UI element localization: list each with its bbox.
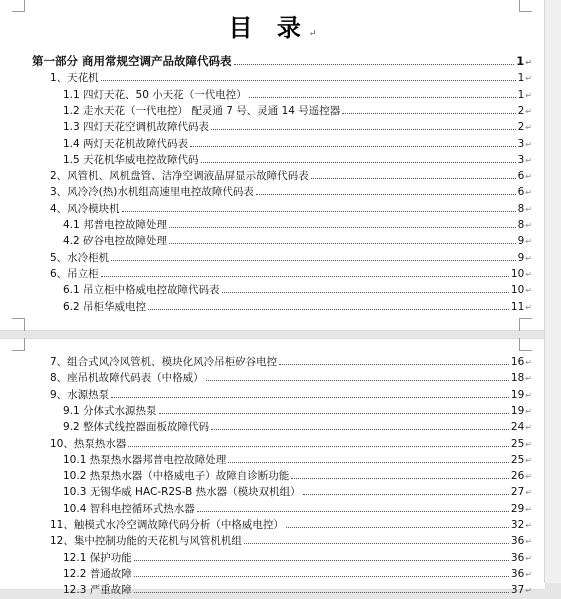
toc-leader-dots [256,183,516,195]
toc-leader-dots [228,451,509,463]
toc-entry[interactable] [50,200,532,216]
vertical-scrollbar[interactable] [544,0,561,583]
toc-entry-label: 1.3 四灯天花空调机故障代码表 [63,121,210,134]
paragraph-mark-icon: ↵ [525,586,532,596]
toc-entry-label: 1.4 两灯天花机故障代码表 [63,137,189,150]
paragraph-mark-icon: ↵ [525,455,532,465]
paragraph-mark-icon: ↵ [525,269,532,279]
toc-leader-dots [222,281,509,293]
toc-leader-dots [111,386,509,398]
toc-entry-label: 9.1 分体式水源热泵 [63,404,157,417]
toc-page-number: 19 [510,388,525,401]
toc-entry[interactable] [50,435,532,451]
toc-page-number: 36 [510,567,525,580]
toc-leader-dots [197,500,509,512]
toc-entry-label: 5、水冷柜机 [50,251,110,264]
toc-entry-label: 6、吊立柜 [50,267,99,280]
paragraph-mark-icon: ↵ [525,188,532,198]
toc-entry-label: 9.2 整体式线控器面板故障代码 [63,421,210,434]
toc-page-number: 10 [510,267,525,280]
toc-entry[interactable] [63,418,532,434]
toc-entry[interactable] [50,532,532,548]
toc-entry-label: 10.3 无锡华威 HAC-R2S-B 热水器（模块双机组） [63,486,301,499]
toc-entry[interactable] [63,102,532,118]
toc-leader-dots [101,265,509,277]
toc-entry-label: 4、风冷模块机 [50,202,120,215]
paragraph-mark-icon: ↵ [525,221,532,230]
toc-page-number: 26 [510,470,525,483]
toc-entry[interactable] [63,298,532,314]
toc-leader-dots [291,467,509,479]
toc-entry-label: 3、风冷冷(热)水机组高速里电控故障代码表 [50,186,254,199]
toc-page-number: 1 [516,54,525,68]
toc-page-number: 37 [510,584,525,597]
toc-page-number: 11 [510,300,525,313]
toc-title [0,8,545,43]
toc-page-number: 32 [510,519,525,531]
toc-page-number: 8 [517,219,525,231]
toc-title-text: 目 录 [228,13,309,42]
paragraph-mark-icon: ↵ [525,553,532,563]
toc-leader-dots [111,249,515,261]
toc-entry-label: 4.2 矽谷电控故障处理 [63,235,168,248]
toc-leader-dots [211,118,516,130]
toc-page-number: 24 [510,421,525,434]
paragraph-mark-icon: ↵ [525,472,532,482]
toc-entry[interactable] [63,118,532,134]
toc-page-number: 3 [517,153,525,166]
paragraph-mark-icon: ↵ [525,423,532,433]
toc-leader-dots [134,549,509,561]
paragraph-mark-icon: ↵ [525,237,532,247]
toc-entry[interactable] [63,151,532,167]
paragraph-mark-icon: ↵ [525,374,532,384]
toc-page-number: 9 [517,235,525,248]
toc-entry[interactable] [50,167,532,183]
toc-entry-label: 12.2 普通故障 [63,567,132,580]
toc-entry-label: 12、集中控制功能的天花机与风管机机组 [50,535,242,548]
toc-entry-label: 1.5 天花机华威电控故障代码 [63,153,199,166]
paragraph-mark-icon: ↵ [525,74,532,84]
toc-leader-dots [279,353,509,365]
paragraph-mark-icon: ↵ [525,106,532,116]
toc-entry-label: 1.1 四灯天花、50 小天花（一代电控） [63,88,247,101]
toc-entry[interactable] [63,281,532,297]
paragraph-mark-icon: ↵ [525,155,532,165]
toc-page-number: 2 [517,121,525,134]
toc-page-number: 25 [510,453,525,466]
toc-leader-dots [311,167,516,179]
toc-page-number: 36 [510,551,525,564]
toc-entry-label: 4.1 邦普电控故障处理 [63,219,168,231]
paragraph-mark-icon: ↵ [525,521,532,530]
toc-leader-dots [148,298,509,310]
toc-entry-label: 10、热泵热水器 [50,437,127,450]
toc-entry[interactable] [50,516,532,532]
toc-entry[interactable] [63,232,532,248]
toc-entry[interactable] [50,386,532,402]
paragraph-mark-icon: ↵ [525,537,532,547]
toc-entry[interactable] [50,369,532,385]
paragraph-mark-icon: ↵ [525,390,532,400]
toc-page-number: 8 [517,202,525,215]
paragraph-mark-icon: ↵ [525,58,532,67]
toc-leader-dots [159,402,509,414]
toc-entry-label: 10.4 智科电控循环式热水器 [63,502,195,515]
toc-leader-dots [303,483,509,495]
paragraph-mark-icon: ↵ [525,90,532,100]
toc-leader-dots [206,369,509,381]
toc-part-heading[interactable] [32,53,532,69]
paragraph-mark-icon: ↵ [525,286,532,296]
toc-page-number: 1 [517,72,525,85]
toc-leader-dots [249,86,516,98]
toc-entry[interactable] [50,69,532,85]
toc-leader-dots [128,435,509,447]
toc-entry[interactable] [63,565,532,581]
paragraph-mark-icon: ↵ [525,569,532,579]
toc-leader-dots [134,565,509,577]
paragraph-mark-icon: ↵ [525,172,532,182]
toc-entry[interactable] [63,402,532,418]
toc-leader-dots [286,516,509,528]
toc-entry-label: 8、座吊机故障代码表（中格威） [50,372,204,385]
toc-entry[interactable] [63,451,532,467]
toc-page-number: 29 [510,502,525,515]
toc-page-number: 6 [517,170,525,183]
toc-leader-dots [122,200,516,212]
toc-entry[interactable] [63,467,532,483]
toc-page-number: 10 [510,284,525,297]
crop-mark [519,318,532,331]
toc-entry[interactable] [50,183,532,199]
toc-entry-label: 6.1 吊立柜中格威电控故障代码表 [63,284,220,297]
toc-entry[interactable] [50,265,532,281]
toc-page-number: 9 [517,251,525,264]
toc-leader-dots [244,532,509,544]
toc-page-number: 2 [517,104,525,117]
paragraph-mark-icon: ↵ [525,504,532,514]
toc-leader-dots [234,53,515,65]
toc-leader-dots [342,102,515,114]
crop-mark [12,338,25,351]
toc-entry[interactable] [63,86,532,102]
toc-entry[interactable] [63,135,532,151]
toc-page-number: 19 [510,404,525,417]
toc-entry[interactable] [50,249,532,265]
toc-entry[interactable] [50,353,532,369]
paragraph-mark-icon: ↵ [525,139,532,149]
paragraph-mark-icon: ↵ [525,439,532,449]
toc-page-number: 25 [510,437,525,450]
toc-leader-dots [101,69,516,81]
paragraph-mark-icon: ↵ [525,204,532,214]
toc-page-number: 1 [517,88,525,101]
toc-page-number: 3 [517,137,525,150]
toc-page-number: 18 [510,372,525,385]
paragraph-mark-icon: ↵ [525,123,532,133]
toc-entry[interactable] [63,500,532,516]
toc-entry-label: 10.2 热泵热水器（中格威电子）故障自诊断功能 [63,470,290,483]
toc-entry-label: 9、水源热泵 [50,388,110,401]
toc-leader-dots [169,216,516,228]
toc-entry-label: 第一部分 商用常规空调产品故障代码表 [32,54,232,68]
toc-entry-label: 10.1 热泵热水器邦普电控故障处理 [63,453,227,466]
toc-entry-label: 12.1 保护功能 [63,551,132,564]
paragraph-mark-icon: ↵ [308,29,317,39]
toc-leader-dots [201,151,516,163]
toc-entry[interactable] [63,483,532,499]
toc-page-number: 16 [510,356,525,368]
toc-entry-label: 6.2 吊柜华威电控 [63,300,147,313]
toc-entry-label: 7、组合式风冷风管机、模块化风冷吊柜矽谷电控 [50,356,278,368]
paragraph-mark-icon: ↵ [525,406,532,416]
toc-entry[interactable] [63,216,532,232]
toc-leader-dots [169,232,516,244]
toc-leader-dots [211,418,509,430]
toc-entry-label: 11、触模式水冷空调故障代码分析（中格威电控） [50,519,284,531]
toc-entry-label: 12.3 严重故障 [63,584,132,597]
paragraph-mark-icon: ↵ [525,302,532,312]
toc-page-number: 27 [510,486,525,499]
paragraph-mark-icon: ↵ [525,488,532,498]
toc-entry-label: 1、天花机 [50,72,99,85]
toc-entry-label: 2、风管机、风机盘管、洁净空调液晶屏显示故障代码表 [50,170,309,183]
crop-mark [519,338,532,351]
crop-mark [12,318,25,331]
toc-page-number: 36 [510,535,525,548]
paragraph-mark-icon: ↵ [525,358,532,367]
toc-entry[interactable] [63,581,532,597]
paragraph-mark-icon: ↵ [525,253,532,263]
document-page-2 [0,339,545,597]
toc-entry-label: 1.2 走水天花（一代电控） 配灵通 7 号、灵通 14 号遥控器 [63,104,341,117]
toc-leader-dots [190,135,516,147]
toc-page-number: 6 [517,186,525,199]
toc-entry[interactable] [63,549,532,565]
